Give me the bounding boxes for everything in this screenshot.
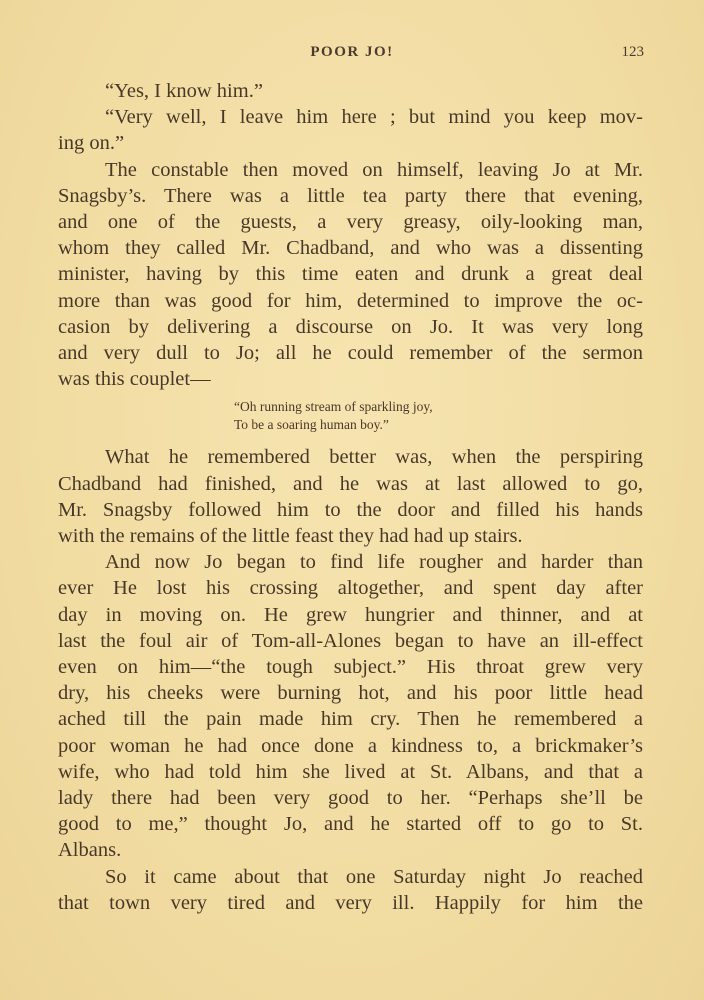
text-line: that town very tired and very ill. Happily for him the [58,891,643,914]
text-line: Snagsby’s. There was a little tea party there that evening, [58,184,643,207]
text-line: poor woman he had once done a kindness to, a brickmaker’s [58,734,643,757]
text-line: and very dull to Jo; all he could remember of the sermon [58,342,643,365]
text-line: Chadband had finished, and he was at last allowed to go, [58,472,643,495]
text-line: “Yes, I know him.” [105,80,263,102]
text-line: casion by delivering a discourse on Jo. It was very long [58,315,643,338]
running-header-title: POOR JO! [310,44,394,60]
text-line: ached till the pain made him cry. Then he remembered a [58,708,643,731]
text-line: and one of the guests, a very greasy, oily-looking man, [58,211,643,234]
text-line: wife, who had told him she lived at St. Albans, and that a [58,760,643,783]
text-line: more than was good for him, determined to improve the oc- [58,289,643,312]
poem-couplet [234,398,643,434]
text-line: What he remembered better was, when the perspiring [105,446,643,469]
text-line: lady there had been very good to her. “Perhaps she’ll be [58,787,643,810]
poem-line: To be a soaring human boy.” [234,417,389,433]
text-line: good to me,” thought Jo, and he started off to go to St. [58,813,643,836]
text-line: Albans. [58,839,122,862]
poem-line: “Oh running stream of sparkling joy, [234,399,433,415]
text-line: And now Jo began to find life rougher and harder than [105,551,643,574]
paragraph [58,157,643,393]
text-line: last the foul air of Tom-all-Alones began to have an ill-effect [58,629,643,652]
text-line: ing on.” [58,132,125,155]
text-line: Mr. Snagsby followed him to the door and filled his hands [58,498,643,521]
body-text [58,78,643,916]
page-number: 123 [621,44,644,60]
text-line: The constable then moved on himself, leaving Jo at Mr. [105,158,643,181]
text-line: day in moving on. He grew hungrier and thinner, and at [58,603,643,626]
text-line: was this couplet— [58,368,211,391]
text-line: dry, his cheeks were burning hot, and his poor little head [58,682,643,705]
paragraph [58,864,643,916]
text-line: even on him—“the tough subject.” His throat grew very [58,656,643,679]
text-line: whom they called Mr. Chadband, and who was a dissenting [58,237,643,260]
text-line: “Very well, I leave him here ; but mind you keep mov- [105,106,643,129]
text-line: So it came about that one Saturday night Jo reached [105,865,643,888]
paragraph [58,549,643,863]
text-line: minister, having by this time eaten and drunk a great deal [58,263,643,286]
paragraph [58,444,643,549]
text-line: with the remains of the little feast they had had up stairs. [58,525,523,548]
text-line: ever He lost his crossing altogether, and spent day after [58,577,643,600]
